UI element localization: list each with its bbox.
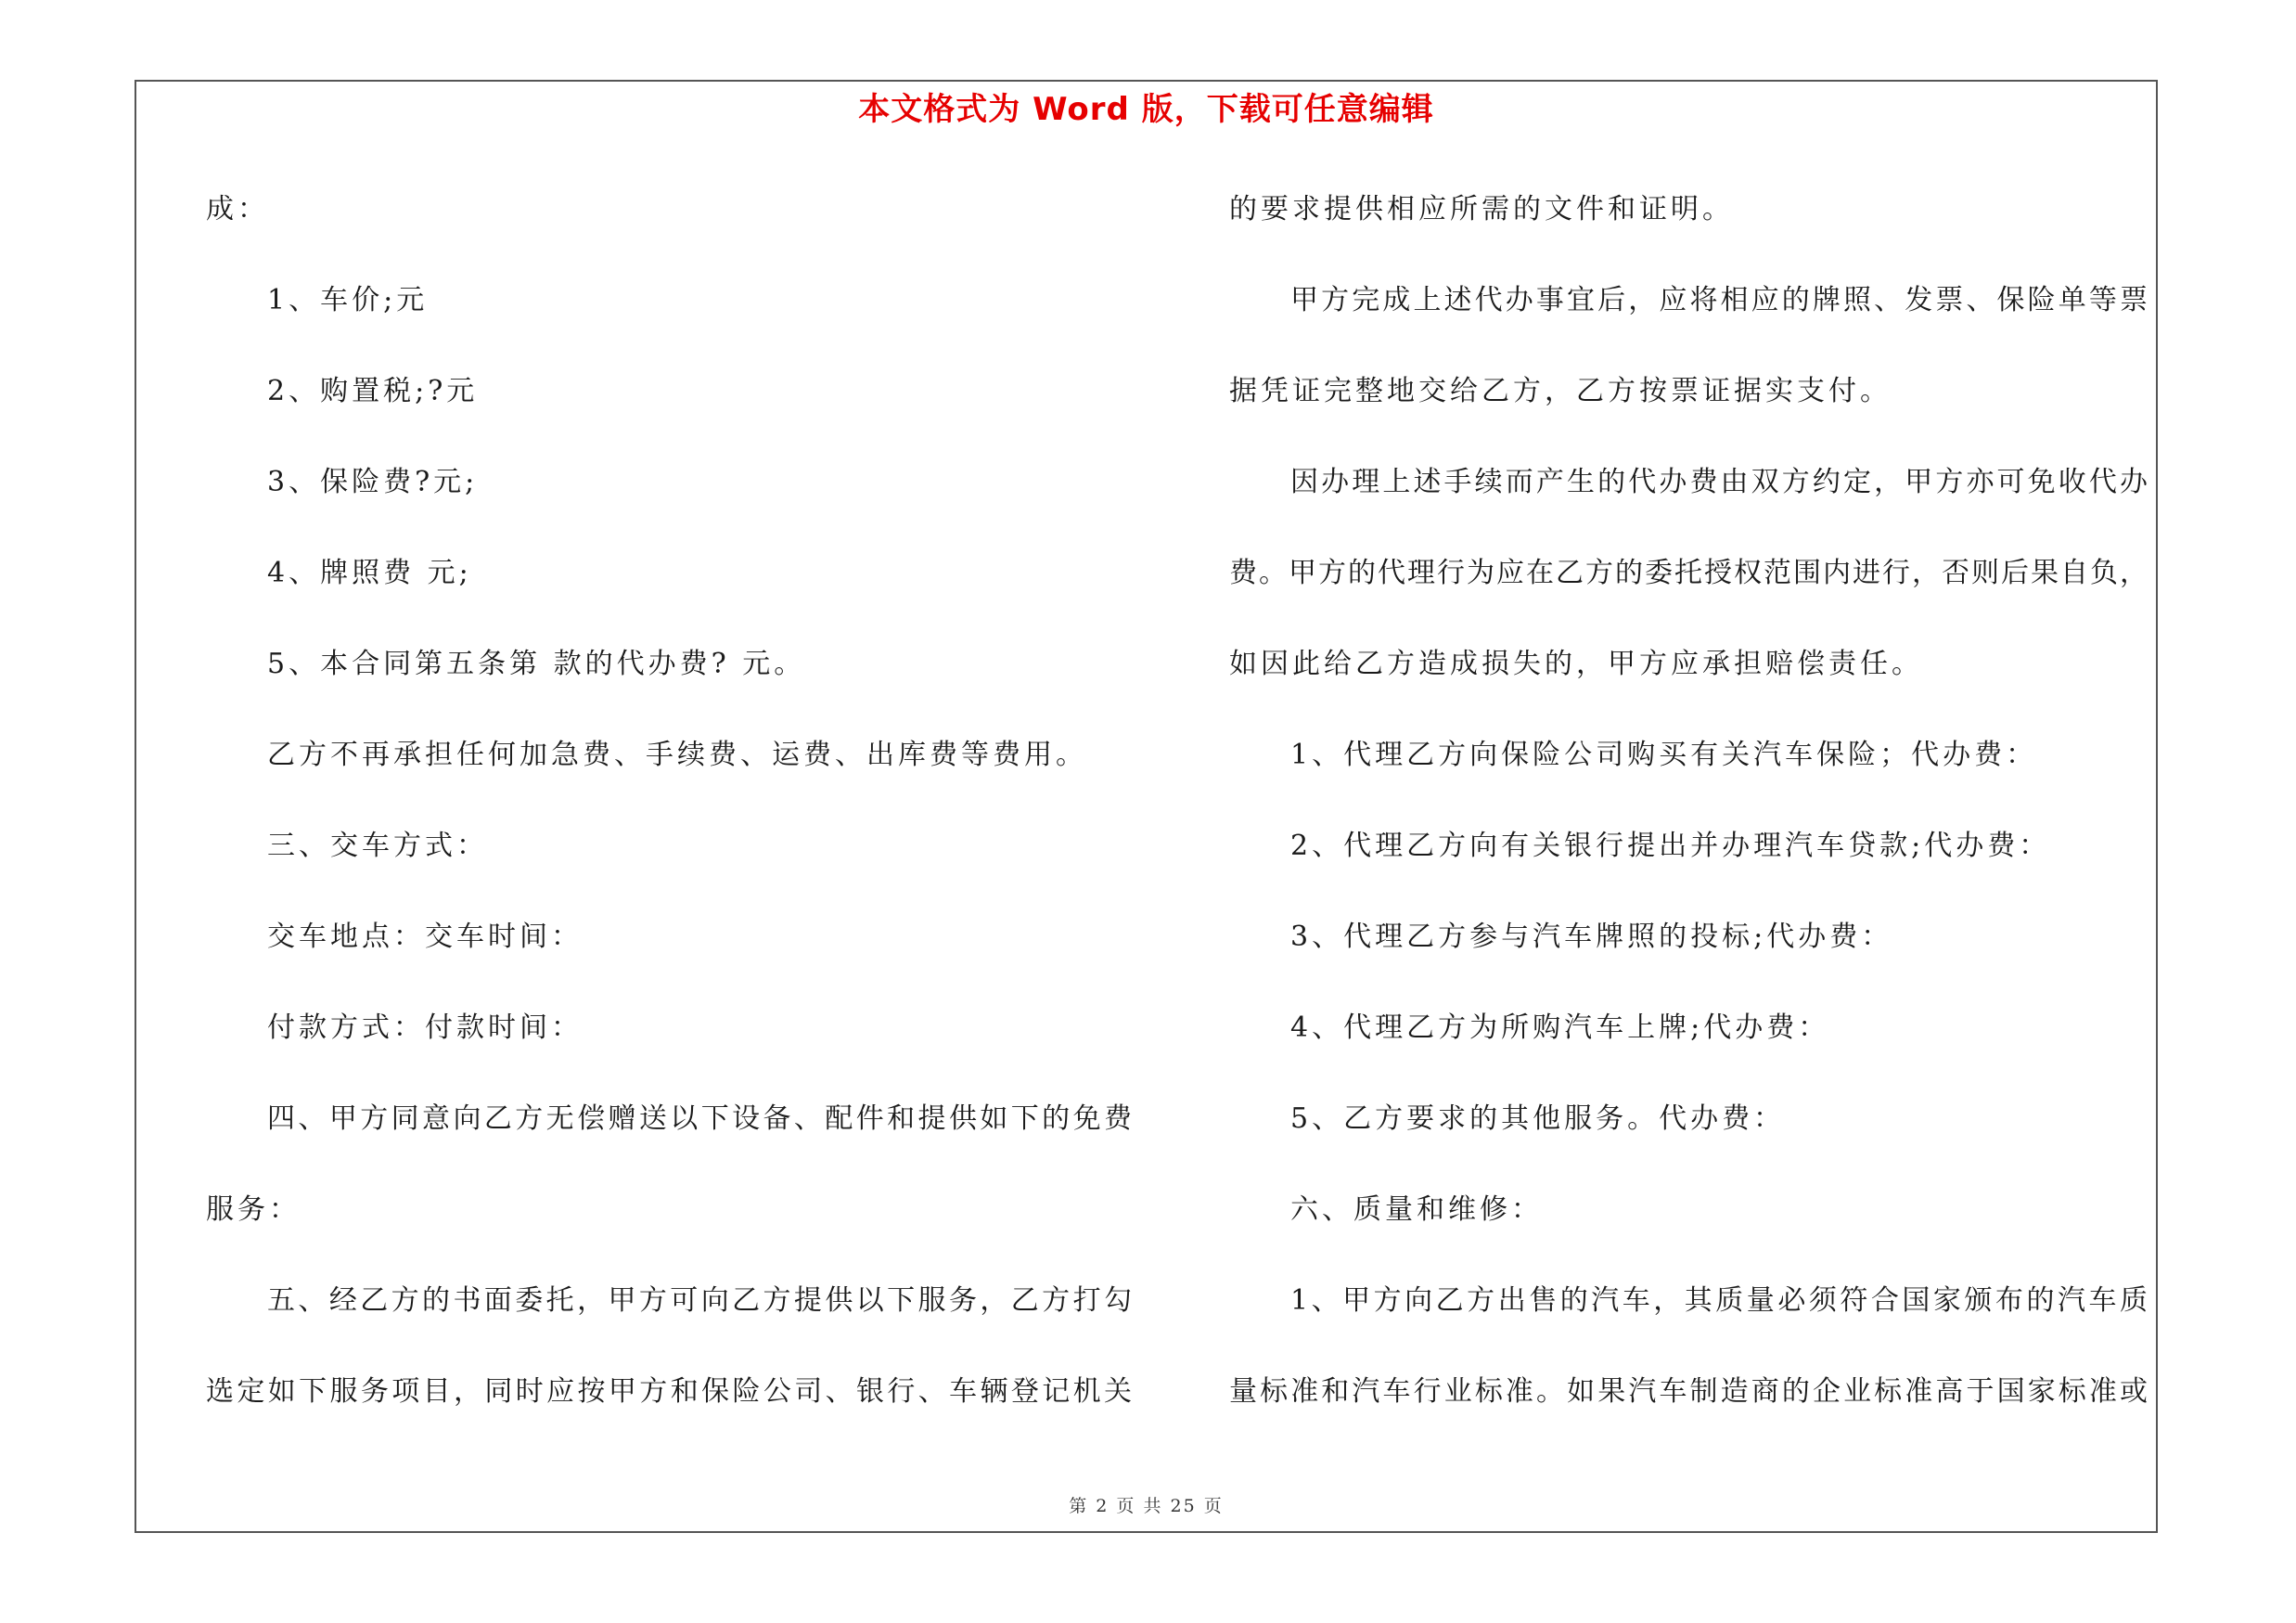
right-column-text-line: 2、代理乙方向有关银行提出并办理汽车贷款;代办费： bbox=[1290, 830, 2051, 862]
left-column-text-line: 三、交车方式： bbox=[267, 830, 488, 862]
left-column-text-line: 五、经乙方的书面委托，甲方可向乙方提供以下服务，乙方打勾 bbox=[267, 1284, 1134, 1317]
left-column-text-line: 选定如下服务项目，同时应按甲方和保险公司、银行、车辆登记机关 bbox=[206, 1375, 1134, 1408]
left-column-text-line: 3、保险费?元; bbox=[267, 466, 479, 498]
right-column-text-line: 4、代理乙方为所购汽车上牌;代办费： bbox=[1290, 1011, 1830, 1044]
right-column-text-line: 3、代理乙方参与汽车牌照的投标;代办费： bbox=[1290, 921, 1893, 953]
left-column-text-line: 4、牌照费 元; bbox=[267, 557, 472, 589]
banner-title: 本文格式为 Word 版，下载可任意编辑 bbox=[858, 91, 1434, 128]
right-column-text-line: 因办理上述手续而产生的代办费由双方约定，甲方亦可免收代办 bbox=[1290, 466, 2149, 498]
page-footer: 第 2 页 共 25 页 bbox=[1069, 1496, 1224, 1516]
right-column-text-line: 1、甲方向乙方出售的汽车，其质量必须符合国家颁布的汽车质 bbox=[1290, 1284, 2149, 1317]
right-column-text-line: 据凭证完整地交给乙方，乙方按票证据实支付。 bbox=[1229, 375, 1892, 407]
left-column-text-line: 交车地点：交车时间： bbox=[267, 921, 583, 953]
right-column-text-line: 的要求提供相应所需的文件和证明。 bbox=[1229, 193, 1734, 225]
right-column-text-line: 5、乙方要求的其他服务。代办费： bbox=[1290, 1102, 1786, 1135]
left-column-text-line: 乙方不再承担任何加急费、手续费、运费、出库费等费用。 bbox=[267, 739, 1087, 771]
left-column-text-line: 成： bbox=[206, 193, 269, 225]
left-column-text-line: 5、本合同第五条第 款的代办费? 元。 bbox=[267, 648, 806, 680]
left-column-text-line: 2、购置税;?元 bbox=[267, 375, 479, 407]
right-column-text-line: 如因此给乙方造成损失的，甲方应承担赔偿责任。 bbox=[1229, 648, 1923, 680]
left-column-text-line: 1、车价;元 bbox=[267, 284, 429, 316]
right-column-text-line: 量标准和汽车行业标准。如果汽车制造商的企业标准高于国家标准或 bbox=[1229, 1375, 2149, 1408]
right-column-text-line: 1、代理乙方向保险公司购买有关汽车保险；代办费： bbox=[1290, 739, 2038, 771]
left-column-text-line: 服务： bbox=[206, 1193, 301, 1226]
left-column-text-line: 付款方式：付款时间： bbox=[267, 1011, 583, 1044]
left-column-text-line: 四、甲方同意向乙方无偿赠送以下设备、配件和提供如下的免费 bbox=[267, 1102, 1134, 1135]
right-column-text-line: 甲方完成上述代办事宜后，应将相应的牌照、发票、保险单等票 bbox=[1290, 284, 2149, 316]
right-column-text-line: 费。甲方的代理行为应在乙方的委托授权范围内进行，否则后果自负， bbox=[1229, 557, 2149, 589]
right-column-text-line: 六、质量和维修： bbox=[1290, 1193, 1543, 1226]
left-column bbox=[206, 187, 1134, 1461]
right-column bbox=[1229, 187, 2149, 1461]
